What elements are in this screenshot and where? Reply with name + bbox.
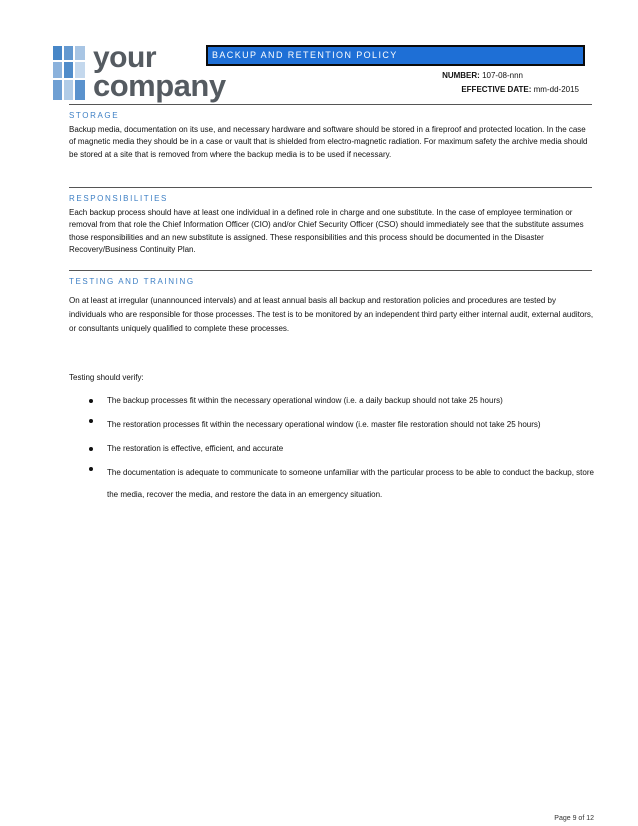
section-divider bbox=[69, 270, 592, 271]
list-item-text: The restoration is effective, efficient, and accurate bbox=[107, 444, 284, 453]
bullet-icon bbox=[89, 419, 93, 423]
section-body-responsibilities: Each backup process should have at least one individual in a defined role in charge and one substitute. In the case of employee termination or removal from that role the Chief Information Officer (CIO) and/or Chief Security Officer (CSO) should immediately see that the substitute assumes those responsibilities and an new substitute is assigned. These responsibilities and this process should be documented in the Disaster Recovery/Business Continuity Plan. bbox=[69, 208, 584, 255]
logo-mosaic-icon bbox=[53, 46, 87, 102]
testing-intro: Testing should verify: bbox=[69, 373, 144, 382]
section-divider bbox=[69, 104, 592, 105]
list-item bbox=[69, 462, 594, 506]
section-heading-responsibilities: RESPONSIBILITIES bbox=[69, 194, 168, 203]
company-logo bbox=[53, 41, 226, 103]
effective-date-label: EFFECTIVE DATE: bbox=[461, 85, 532, 94]
bullet-icon bbox=[89, 447, 93, 451]
policy-number-label: NUMBER: bbox=[442, 71, 480, 80]
list-item-text: The documentation is adequate to communicate to someone unfamiliar with the particular process to be able to conduct the backup, store the media, recover the media, and restore the data in an emergency situation. bbox=[107, 468, 594, 499]
bullet-icon bbox=[89, 467, 93, 471]
document-title: BACKUP AND RETENTION POLICY bbox=[212, 50, 398, 60]
section-heading-storage: STORAGE bbox=[69, 111, 120, 120]
section-divider bbox=[69, 187, 592, 188]
effective-date bbox=[461, 85, 579, 94]
list-item-text: The backup processes fit within the necessary operational window (i.e. a daily backup should not take 25 hours) bbox=[107, 396, 503, 405]
verification-list bbox=[69, 394, 594, 506]
section-heading-testing: TESTING AND TRAINING bbox=[69, 277, 195, 286]
list-item bbox=[69, 414, 594, 436]
effective-date-value: mm-dd-2015 bbox=[533, 85, 579, 94]
policy-number-value: 107-08-nnn bbox=[482, 71, 523, 80]
logo-word-company: company bbox=[93, 68, 226, 103]
logo-word-your: your bbox=[93, 41, 157, 74]
section-body-storage: Backup media, documentation on its use, and necessary hardware and software should be stored in a fireproof and protected location. In the case of magnetic media they should be in a case or vault that is shielded from electro-magnetic radiation. For maximum safety the archive media should be stored at a site that is removed from where the backup media is to be used if necessary. bbox=[69, 125, 588, 159]
list-item-text: The restoration processes fit within the necessary operational window (i.e. master file restoration should not take 25 hours) bbox=[107, 420, 541, 429]
bullet-icon bbox=[89, 399, 93, 403]
section-body-testing: On at least at irregular (unannounced intervals) and at least annual basis all backup and restoration policies and procedures are tested by individuals who are responsible for those processes. The test is to be monitored by an independent third party either internal audit, external auditors, or consultants uniquely qualified to complete these processes. bbox=[69, 296, 594, 333]
list-item bbox=[69, 394, 594, 408]
policy-number bbox=[442, 71, 523, 80]
page-number: Page 9 of 12 bbox=[554, 815, 594, 822]
list-item bbox=[69, 442, 594, 456]
document-title-bar bbox=[206, 45, 585, 66]
